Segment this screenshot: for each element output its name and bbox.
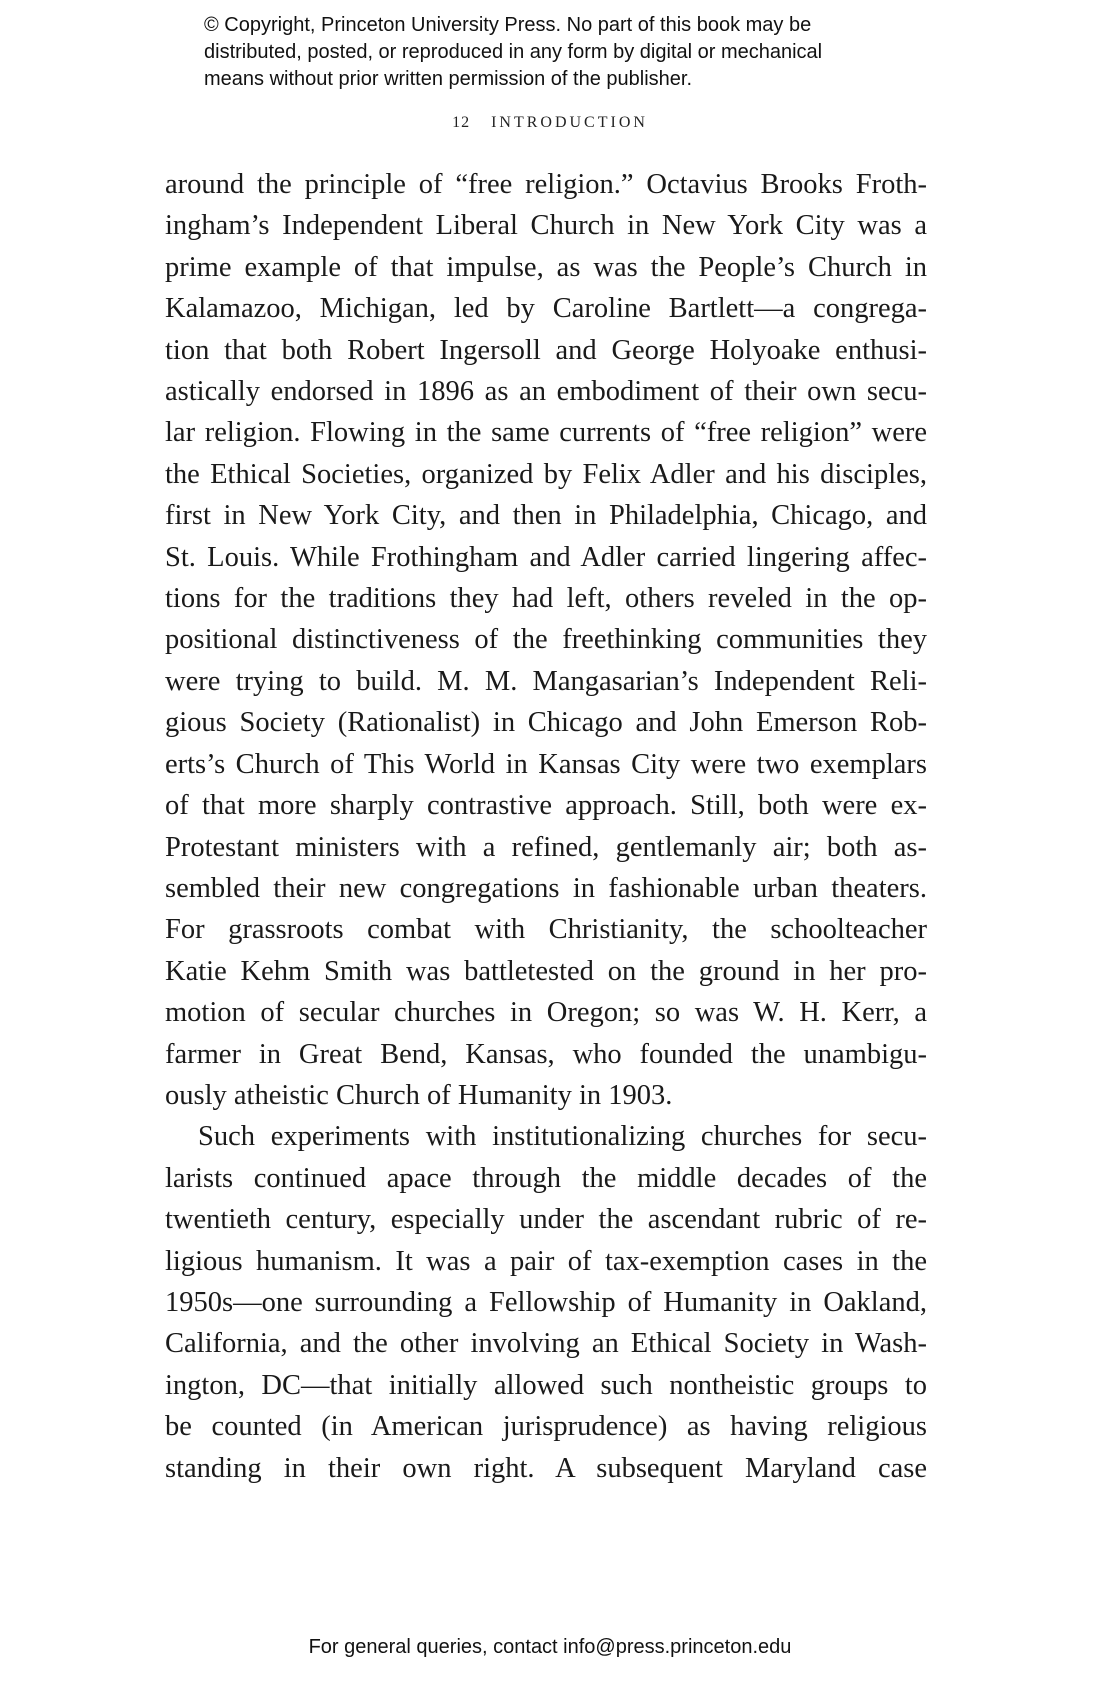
text-line: first in New York City, and then in Philadelphia, Chicago, and (165, 500, 927, 532)
body-text (165, 164, 927, 1489)
text-line: Kalamazoo, Michigan, led by Caroline Bartlett—a congrega- (165, 293, 927, 325)
text-line: twentieth century, especially under the ascendant rubric of re- (165, 1204, 927, 1236)
section-title: INTRODUCTION (491, 114, 648, 131)
text-line: California, and the other involving an Ethical Society in Wash- (165, 1328, 927, 1360)
paragraph (165, 164, 927, 1116)
text-line: Such experiments with institutionalizing churches for secu- (198, 1121, 927, 1153)
text-line: gious Society (Rationalist) in Chicago and John Emerson Rob- (165, 707, 927, 739)
text-line: prime example of that impulse, as was the People’s Church in (165, 251, 927, 283)
text-line: ously atheistic Church of Humanity in 1903. (165, 1079, 673, 1111)
text-line: St. Louis. While Frothingham and Adler carried lingering affec- (165, 541, 927, 573)
text-line: the Ethical Societies, organized by Felix Adler and his disciples, (165, 458, 927, 490)
copyright-line: distributed, posted, or reproduced in any form by digital or mechanical (204, 41, 823, 63)
copyright-line: © Copyright, Princeton University Press. No part of this book may be (204, 14, 812, 36)
text-line: around the principle of “free religion.” Octavius Brooks Froth- (165, 169, 927, 200)
paragraph (165, 1116, 927, 1489)
text-line: larists continued apace through the middle decades of the (165, 1162, 927, 1194)
text-line: tions for the traditions they had left, others reveled in the op- (165, 583, 927, 615)
page-number: 12 (452, 114, 471, 131)
text-line: Protestant ministers with a refined, gentlemanly air; both as- (165, 831, 927, 863)
text-line: standing in their own right. A subsequent Maryland case (165, 1452, 927, 1484)
text-line: tion that both Robert Ingersoll and George Holyoake enthusi- (165, 334, 927, 366)
text-line: lar religion. Flowing in the same currents of “free religion” were (165, 417, 927, 449)
contact-footer: For general queries, contact info@press.princeton.edu (308, 1636, 792, 1658)
text-line: Katie Kehm Smith was battletested on the ground in her pro- (165, 955, 927, 987)
text-line: motion of secular churches in Oregon; so was W. H. Kerr, a (165, 997, 927, 1029)
text-line: be counted (in American jurisprudence) as having religious (165, 1411, 927, 1443)
text-line: ligious humanism. It was a pair of tax-exemption cases in the (165, 1245, 927, 1277)
text-line: ington, DC—that initially allowed such nontheistic groups to (165, 1369, 927, 1401)
text-line: of that more sharply contrastive approach. Still, both were ex- (165, 790, 927, 822)
copyright-line: means without prior written permission of the publisher. (204, 68, 693, 90)
running-head (0, 114, 1100, 132)
text-line: For grassroots combat with Christianity, the schoolteacher (165, 914, 927, 946)
text-line: ingham’s Independent Liberal Church in New York City was a (165, 210, 927, 242)
text-line: 1950s—one surrounding a Fellowship of Humanity in Oakland, (165, 1286, 927, 1318)
text-line: astically endorsed in 1896 as an embodiment of their own secu- (165, 376, 927, 408)
text-line: positional distinctiveness of the freethinking communities they (165, 624, 927, 656)
copyright-notice (204, 12, 924, 93)
text-line: were trying to build. M. M. Mangasarian’s Independent Reli- (165, 665, 927, 697)
text-line: farmer in Great Bend, Kansas, who founded the unambigu- (165, 1038, 927, 1070)
text-line: erts’s Church of This World in Kansas City were two exemplars (165, 748, 927, 780)
text-line: sembled their new congregations in fashionable urban theaters. (165, 872, 927, 904)
